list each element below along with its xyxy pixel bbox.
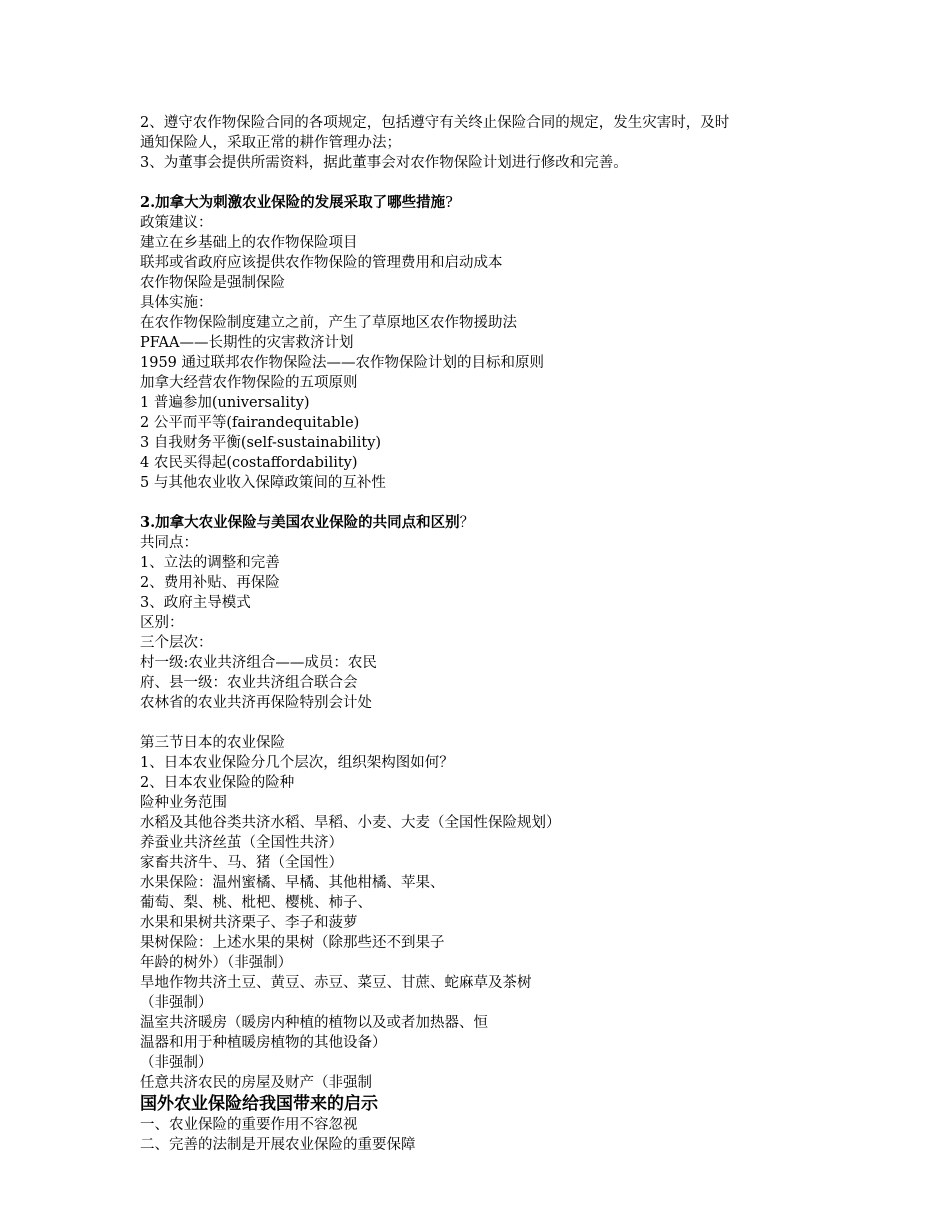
- text-line: 2、日本农业保险的险种: [140, 775, 295, 791]
- conclusion-heading: 国外农业保险给我国带来的启示: [140, 1094, 378, 1114]
- text-line: 家畜共济牛、马、猪（全国性）: [140, 855, 343, 871]
- text-line: 1 普遍参加(universality): [140, 395, 310, 411]
- text-line: 葡萄、梨、桃、枇杷、樱桃、柿子、: [140, 895, 372, 911]
- section-3: [140, 513, 820, 713]
- text-line: 1、立法的调整和完善: [140, 555, 280, 571]
- section-japan: [140, 733, 820, 1093]
- text-line: （非强制）: [140, 995, 213, 1011]
- text-line: 5 与其他农业收入保障政策间的互补性: [140, 475, 386, 491]
- text-line: 加拿大经营农作物保险的五项原则: [140, 375, 358, 391]
- text-line: 温器和用于种植暖房植物的其他设备）: [140, 1035, 387, 1051]
- text-line: 3 自我财务平衡(self-sustainability): [140, 435, 382, 451]
- text-line: 一、农业保险的重要作用不容忽视: [140, 1117, 358, 1133]
- text-line: 2、遵守农作物保险合同的各项规定，包括遵守有关终止保险合同的规定，发生灾害时，及时: [140, 115, 730, 131]
- text-line: 3、政府主导模式: [140, 595, 251, 611]
- text-line: 养蚕业共济丝茧（全国性共济）: [140, 835, 343, 851]
- text-line: 水稻及其他谷类共济水稻、旱稻、小麦、大麦（全国性保险规划）: [140, 815, 561, 831]
- text-line: 政策建议：: [140, 215, 213, 231]
- heading-text: 3.加拿大农业保险与美国农业保险的共同点和区别: [140, 514, 460, 531]
- text-line: 果树保险：上述水果的果树（除那些还不到果子: [140, 935, 445, 951]
- text-line: 三个层次：: [140, 635, 213, 651]
- text-line: 4 农民买得起(costaffordability): [140, 455, 358, 471]
- text-line: 府、县一级：农业共济组合联合会: [140, 675, 358, 691]
- text-line: 任意共济农民的房屋及财产（非强制: [140, 1075, 372, 1091]
- text-line: 在农作物保险制度建立之前，产生了草原地区农作物援助法: [140, 315, 517, 331]
- heading-question-mark: ？: [459, 515, 475, 531]
- heading-text: 2.加拿大为刺激农业保险的发展采取了哪些措施: [140, 194, 446, 211]
- text-line: 水果和果树共济栗子、李子和菠萝: [140, 915, 358, 931]
- document-page: [140, 113, 820, 1155]
- intro-block: [140, 113, 820, 173]
- section-2: [140, 193, 820, 493]
- text-line: 通知保险人，采取正常的耕作管理办法；: [140, 135, 401, 151]
- spacer: [140, 173, 820, 193]
- section-heading: [140, 193, 820, 213]
- text-line: 二、完善的法制是开展农业保险的重要保障: [140, 1137, 416, 1153]
- text-line: 水果保险：温州蜜橘、早橘、其他柑橘、苹果、: [140, 875, 445, 891]
- section-conclusion: [140, 1093, 820, 1155]
- section-heading: [140, 513, 820, 533]
- text-line: 农作物保险是强制保险: [140, 275, 285, 291]
- text-line: 联邦或省政府应该提供农作物保险的管理费用和启动成本: [140, 255, 503, 271]
- text-line: 区别：: [140, 615, 184, 631]
- text-line: 年龄的树外）（非强制）: [140, 955, 293, 971]
- text-line: （非强制）: [140, 1055, 213, 1071]
- text-line: 1959 通过联邦农作物保险法——农作物保险计划的目标和原则: [140, 355, 545, 371]
- text-line: 旱地作物共济土豆、黄豆、赤豆、菜豆、甘蔗、蛇麻草及茶树: [140, 975, 532, 991]
- text-line: 险种业务范围: [140, 795, 227, 811]
- text-line: 农林省的农业共济再保险特别会计处: [140, 695, 372, 711]
- text-line: 村一级:农业共济组合——成员：农民: [140, 655, 377, 671]
- text-line: 温室共济暖房（暖房内种植的植物以及或者加热器、恒: [140, 1015, 488, 1031]
- text-line: PFAA——长期性的灾害救济计划: [140, 335, 354, 351]
- text-line: 共同点：: [140, 535, 198, 551]
- text-line: 1、日本农业保险分几个层次，组织架构图如何？: [140, 755, 454, 771]
- text-line: 建立在乡基础上的农作物保险项目: [140, 235, 358, 251]
- text-line: 3、为董事会提供所需资料，据此董事会对农作物保险计划进行修改和完善。: [140, 155, 628, 171]
- text-line: 具体实施：: [140, 295, 213, 311]
- text-line: 第三节日本的农业保险: [140, 735, 285, 751]
- text-line: 2 公平而平等(fairandequitable): [140, 415, 360, 431]
- text-line: 2、费用补贴、再保险: [140, 575, 280, 591]
- spacer: [140, 713, 820, 733]
- heading-question-mark: ?: [445, 195, 453, 211]
- spacer: [140, 493, 820, 513]
